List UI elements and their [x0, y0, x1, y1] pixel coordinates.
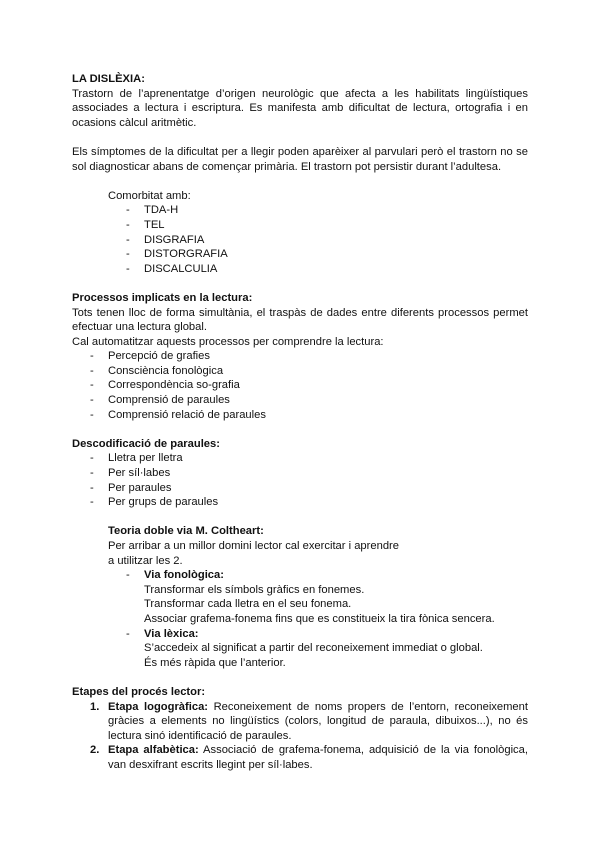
symptoms-paragraph: Els símptomes de la dificultat per a llegir poden aparèixer al parvulari però el trastorn no se sol diagnosticar abans de començar primària. El trastorn pot persistir durant l’adultesa.	[72, 145, 528, 173]
phonological-route	[108, 568, 528, 626]
lexical-route	[108, 627, 528, 671]
intro-paragraph: Trastorn de l’aprenentatge d’origen neurològic que afecta a les habilitats lingüístiques associades a lectura i escriptura. Es manifesta amb dificultat de lectura, ortografia i en ocasions càlcul aritmètic.	[72, 87, 528, 129]
list-item: - Per grups de paraules	[72, 495, 528, 510]
list-item: - Consciència fonològica	[72, 364, 528, 379]
stage-text: Associació de grafema-fonema, adquisició de la via fonològica, van desxifrant escrits llegint per síl·labes.	[108, 744, 528, 771]
list-item: - Percepció de grafies	[72, 349, 528, 364]
list-item: - TDA-H	[108, 203, 528, 218]
comorbidity-block	[72, 189, 528, 277]
stage-number: 1.	[90, 700, 100, 713]
stage-label: Etapa alfabètica:	[108, 744, 199, 757]
list-item: - Comprensió de paraules	[72, 393, 528, 408]
document-title: LA DISLÈXIA:	[72, 73, 145, 85]
theory-line: a utilitzar les 2.	[108, 554, 183, 567]
decoding-list	[72, 451, 528, 509]
lexical-route-label: - Via lèxica:	[144, 627, 199, 640]
decoding-heading: Descodificació de paraules:	[72, 437, 220, 450]
list-item: - Lletra per lletra	[72, 451, 528, 466]
phonological-route-label: - Via fonològica:	[144, 569, 224, 582]
comorbidity-label: Comorbitat amb:	[108, 189, 191, 202]
stage-label: Etapa logogràfica:	[108, 700, 209, 713]
route-line: És més ràpida que l’anterior.	[144, 656, 286, 669]
processes-text-2: Cal automatitzar aquests processos per comprendre la lectura:	[72, 335, 384, 348]
route-line: Transformar els símbols gràfics en fonemes.	[144, 583, 365, 596]
comorbidity-list	[108, 203, 528, 276]
list-item: - DISCALCULIA	[108, 262, 528, 277]
stage-text: Reconeixement de noms propers de l’entorn, reconeixement gràcies a elements no lingüístics (colors, longitud de paraula, dibuixos...), no és lectura sinó identificació de paraules.	[108, 700, 528, 742]
list-item: - Correspondència so-grafia	[72, 378, 528, 393]
stages-heading: Etapes del procés lector:	[72, 685, 206, 698]
list-item: - DISGRAFIA	[108, 233, 528, 248]
stage-number: 2.	[90, 744, 100, 757]
route-line: Transformar cada lletra en el seu fonema.	[144, 598, 352, 611]
list-item: - Per síl·labes	[72, 466, 528, 481]
list-item	[72, 700, 528, 744]
routes-list	[108, 568, 528, 670]
theory-heading: Teoria doble via M. Coltheart:	[108, 525, 264, 538]
list-item	[72, 743, 528, 772]
theory-block	[72, 524, 528, 670]
list-item: - Comprensió relació de paraules	[72, 408, 528, 423]
stages-list	[72, 700, 528, 773]
route-line: S’accedeix al significat a partir del reconeixement immediat o global.	[144, 642, 483, 655]
list-item: - TEL	[108, 218, 528, 233]
list-item: - DISTORGRAFIA	[108, 247, 528, 262]
processes-heading: Processos implicats en la lectura:	[72, 291, 253, 304]
theory-line: Per arribar a un millor domini lector cal exercitar i aprendre	[108, 540, 399, 552]
route-line: Associar grafema-fonema fins que es constitueix la tira fònica sencera.	[144, 612, 495, 625]
list-item: - Per paraules	[72, 481, 528, 496]
processes-text: Tots tenen lloc de forma simultània, el traspàs de dades entre diferents processos permet efectuar una lectura global.	[72, 306, 528, 334]
document-page	[72, 72, 528, 773]
processes-list	[72, 349, 528, 422]
